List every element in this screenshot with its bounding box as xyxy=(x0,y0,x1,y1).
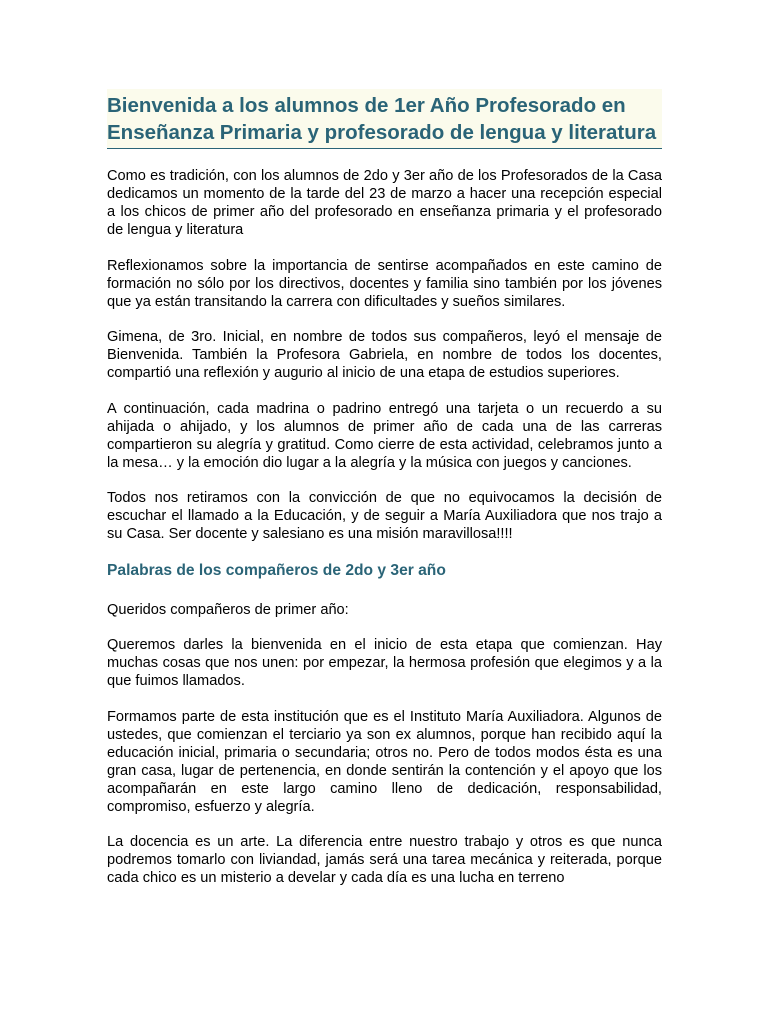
paragraph-welcome-message: Gimena, de 3ro. Inicial, en nombre de todos sus compañeros, leyó el mensaje de Bienvenida. También la Profesora Gabriela, en nombre de todos los docentes, compartió una reflexión y augurio al inicio de una etapa de estudios superiores. xyxy=(107,329,662,381)
paragraph-intro: Como es tradición, con los alumnos de 2do y 3er año de los Profesorados de la Casa dedicamos un momento de la tarde del 23 de marzo a hacer una recepción especial a los chicos de primer año del profesorado en enseñanza primaria y el profesorado de lengua y literatura xyxy=(107,168,662,238)
letter-paragraph: La docencia es un arte. La diferencia entre nuestro trabajo y otros es que nunca podremos tomarlo con liviandad, jamás será una tarea mecánica y reiterada, porque cada chico es un misterio a develar y cada día es una lucha en terreno xyxy=(107,834,662,886)
letter-paragraph: Queremos darles la bienvenida en el inicio de esta etapa que comienzan. Hay muchas cosas que nos unen: por empezar, la hermosa profesión que elegimos y a la que fuimos llamados. xyxy=(107,637,662,689)
letter-paragraph: Formamos parte de esta institución que es el Instituto María Auxiliadora. Algunos de ustedes, que comienzan el terciario ya son ex alumnos, porque han recibido aquí la educación inicial, primaria o secundaria; otros no. Pero de todos modos ésta es una gran casa, lugar de pertenencia, en donde sentirán la contención y el apoyo que los acompañarán en este largo camino lleno de dedicación, responsabilidad, compromiso, esfuerzo y alegría. xyxy=(107,708,662,815)
paragraph-sponsors: A continuación, cada madrina o padrino entregó una tarjeta o un recuerdo a su ahijada o ahijado, y los alumnos de primer año de cada una de las carreras compartieron su alegría y gratitud. Como cierre de esta actividad, celebramos junto a la mesa… y la emoción dio lugar a la alegría y la música con juegos y canciones. xyxy=(107,400,662,471)
section-heading: Palabras de los compañeros de 2do y 3er año xyxy=(107,561,446,579)
letter-salutation: Queridos compañeros de primer año: xyxy=(107,601,349,618)
paragraph-closing: Todos nos retiramos con la convicción de que no equivocamos la decisión de escuchar el llamado a la Educación, y de seguir a María Auxiliadora que nos trajo a su Casa. Ser docente y salesiano es una misión maravillosa!!!! xyxy=(107,490,662,542)
paragraph-reflection: Reflexionamos sobre la importancia de sentirse acompañados en este camino de formación no sólo por los directivos, docentes y familia sino también por los jóvenes que ya están transitando la carrera con dificultades y sueños similares. xyxy=(107,257,662,310)
document-page xyxy=(107,89,662,905)
title-block xyxy=(107,89,662,149)
document-body xyxy=(107,167,662,887)
page-title: Bienvenida a los alumnos de 1er Año Profesorado en Enseñanza Primaria y profesorado de lengua y literatura xyxy=(107,94,657,144)
